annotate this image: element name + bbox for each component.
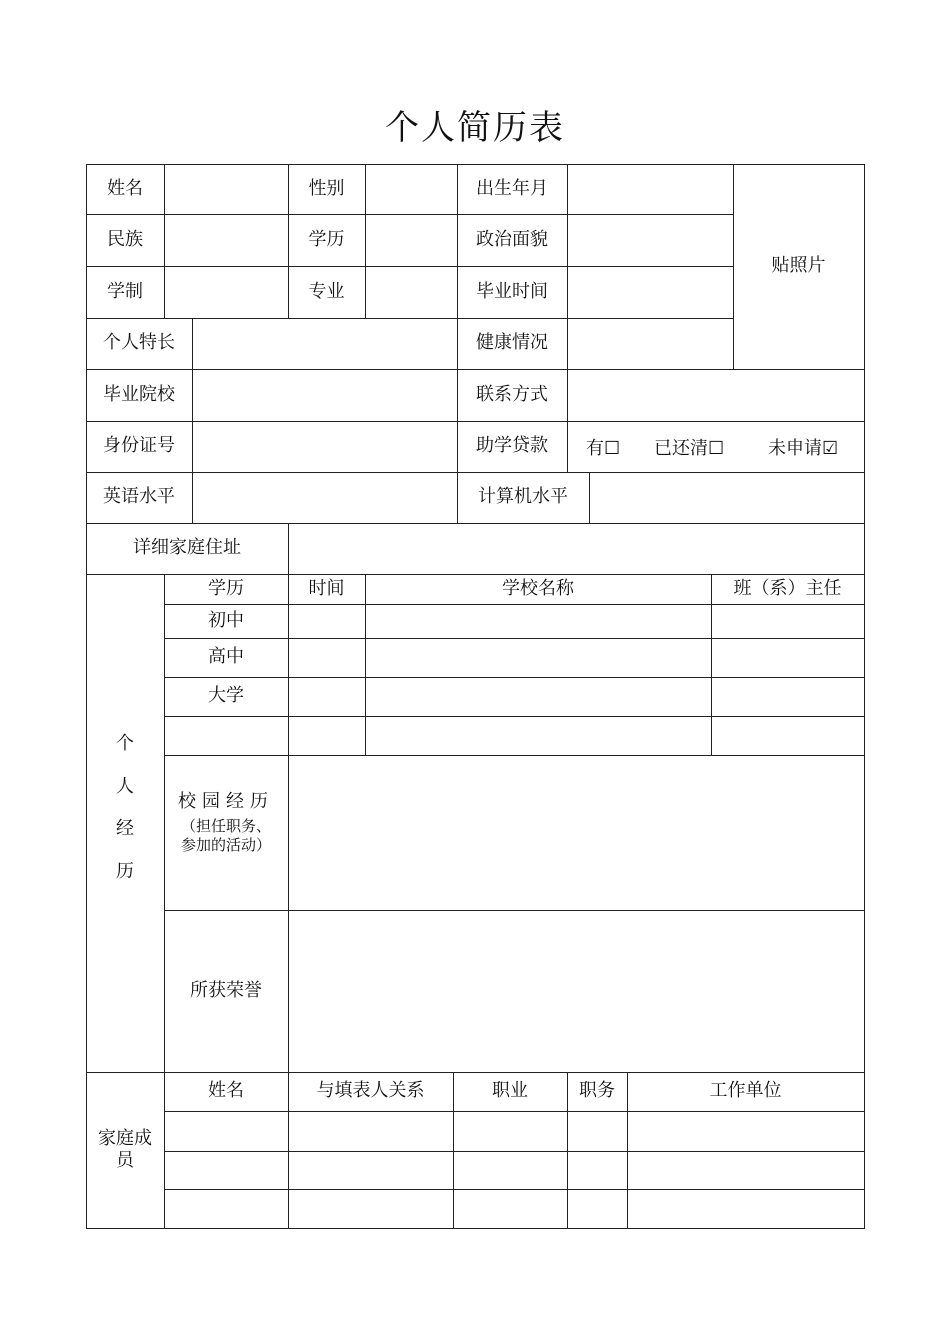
family-row[interactable] <box>165 1190 864 1228</box>
health-label: 健康情况 <box>476 332 548 354</box>
honors-label: 所获荣誉 <box>190 979 262 1001</box>
health-field[interactable] <box>568 319 733 369</box>
education-label: 学历 <box>308 228 345 250</box>
political-field[interactable] <box>568 215 733 266</box>
birth-field[interactable] <box>568 165 733 214</box>
edu-level-extra[interactable] <box>164 716 288 755</box>
family-row[interactable] <box>165 1112 864 1151</box>
family-header-workplace: 工作单位 <box>709 1080 782 1102</box>
edu-level-senior: 高中 <box>208 646 244 668</box>
school-field[interactable] <box>193 370 457 421</box>
campus-experience-label: 校园经历 （担任职务、 参加的活动） <box>178 790 274 854</box>
family-section-label: 家庭成 员 <box>98 1127 152 1171</box>
edu-header-teacher: 班（系）主任 <box>733 577 842 599</box>
name-label: 姓名 <box>107 177 143 199</box>
computer-label: 计算机水平 <box>478 486 568 508</box>
grad-time-label: 毕业时间 <box>476 280 548 302</box>
edu-level-university: 大学 <box>208 685 244 707</box>
political-label: 政治面貌 <box>476 228 548 250</box>
grad-time-field[interactable] <box>568 267 733 318</box>
computer-field[interactable] <box>590 473 864 523</box>
edu-header-school: 学校名称 <box>502 577 574 599</box>
edu-level-junior: 初中 <box>208 609 244 631</box>
edu-header-time: 时间 <box>308 577 345 599</box>
contact-label: 联系方式 <box>476 383 548 405</box>
ethnicity-label: 民族 <box>107 228 143 250</box>
page-title: 个人简历表 <box>385 108 565 148</box>
program-length-label: 学制 <box>107 280 143 302</box>
edu-header-level: 学历 <box>208 577 244 599</box>
id-number-field[interactable] <box>193 422 457 472</box>
specialty-label: 个人特长 <box>103 332 175 354</box>
campus-experience-field[interactable] <box>289 756 864 910</box>
school-label: 毕业院校 <box>103 383 175 405</box>
loan-option-yes[interactable]: 有☐ <box>586 438 621 459</box>
family-header-occupation: 职业 <box>492 1080 528 1102</box>
family-header-name: 姓名 <box>208 1080 244 1102</box>
english-field[interactable] <box>193 473 457 523</box>
address-field[interactable] <box>289 524 864 574</box>
major-field[interactable] <box>366 267 457 318</box>
experience-section-label: 个 人 经 历 <box>116 733 134 882</box>
loan-label: 助学贷款 <box>476 435 548 457</box>
specialty-field[interactable] <box>193 319 457 369</box>
major-label: 专业 <box>308 280 345 302</box>
address-label: 详细家庭住址 <box>133 537 241 559</box>
gender-label: 性别 <box>308 177 345 199</box>
family-header-position: 职务 <box>579 1080 615 1102</box>
education-field[interactable] <box>366 215 457 266</box>
contact-field[interactable] <box>568 370 864 421</box>
loan-option-repaid[interactable]: 已还清☐ <box>654 438 725 459</box>
birth-label: 出生年月 <box>476 177 548 199</box>
honors-field[interactable] <box>289 911 864 1072</box>
name-field[interactable] <box>165 165 288 214</box>
photo-placeholder[interactable]: 贴照片 <box>771 255 826 277</box>
ethnicity-field[interactable] <box>165 215 288 266</box>
family-header-relation: 与填表人关系 <box>316 1080 425 1102</box>
id-number-label: 身份证号 <box>103 435 175 457</box>
english-label: 英语水平 <box>103 486 175 508</box>
program-length-field[interactable] <box>165 267 288 318</box>
family-row[interactable] <box>165 1152 864 1189</box>
gender-field[interactable] <box>366 165 457 214</box>
loan-option-not-applied[interactable]: 未申请☑ <box>768 438 839 459</box>
